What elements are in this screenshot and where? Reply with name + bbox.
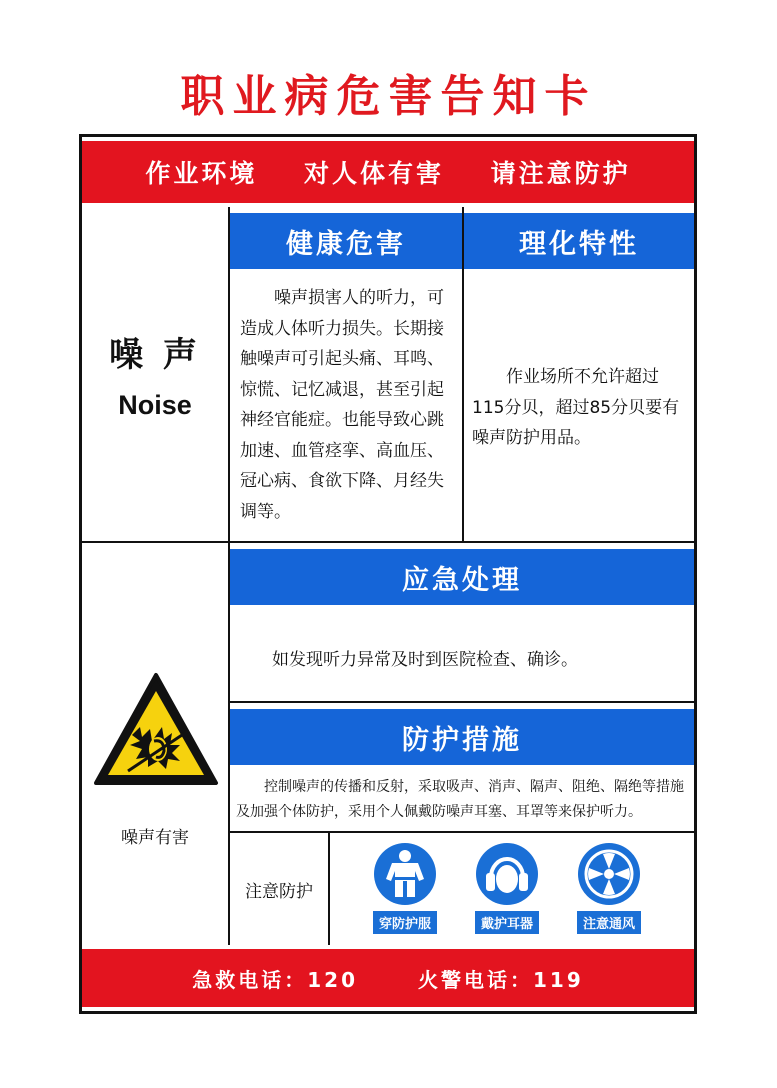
physchem-text: 作业场所不允许超过115分贝，超过85分贝要有噪声防护用品。	[472, 367, 680, 449]
attention-label: 注意防护	[245, 881, 313, 902]
emergency-header: 应急处理	[230, 543, 694, 611]
warning-triangle-icon	[92, 671, 220, 791]
hazard-notice-card	[79, 134, 697, 1014]
protection-header: 防护措施	[230, 703, 694, 771]
protective-suit-label: 穿防护服	[373, 911, 437, 934]
emergency-phone-footer	[82, 945, 694, 1011]
noise-warning-sign	[92, 671, 220, 791]
noise-harmful-label: 噪声有害	[121, 828, 189, 848]
health-hazard-text: 噪声损害人的听力，可造成人体听力损失。长期接触噪声可引起头痛、耳鸣、惊慌、记忆减退，甚至引起神经官能症。也能导致心跳加速、血管痉挛、高血压、冠心病、食欲下降、月经失调等。	[240, 288, 444, 522]
ventilation-fan-icon	[578, 843, 640, 905]
banner-phrase-environment: 作业环境	[145, 159, 258, 188]
warning-banner	[82, 137, 694, 207]
card-title: 职业病危害告知卡	[180, 71, 597, 122]
ear-muffs-icon	[476, 843, 538, 905]
ventilation-sign	[570, 843, 648, 934]
hazard-name-cell	[82, 207, 228, 541]
attention-divider	[328, 831, 330, 945]
physchem-cell	[472, 275, 684, 541]
banner-phrase-protect: 请注意防护	[490, 159, 631, 188]
hazard-name-cn: 噪 声	[109, 335, 201, 375]
ear-muffs-label: 戴护耳器	[475, 911, 539, 934]
health-hazard-header: 健康危害	[230, 207, 462, 275]
fire-phone: 火警电话：119	[418, 967, 584, 992]
ventilation-label: 注意通风	[577, 911, 641, 934]
emergency-text: 如发现听力异常及时到医院检查、确诊。	[272, 650, 578, 670]
ear-muffs-sign	[468, 843, 546, 934]
first-aid-phone: 急救电话：120	[192, 967, 358, 992]
physchem-header: 理化特性	[464, 207, 694, 275]
banner-phrase-harmful: 对人体有害	[303, 159, 444, 188]
protective-suit-sign	[366, 843, 444, 934]
protective-suit-icon	[374, 843, 436, 905]
hazard-name-en: Noise	[118, 390, 192, 420]
protection-text: 控制噪声的传播和反射，采取吸声、消声、隔声、阻绝、隔绝等措施及加强个体防护，采用个人佩戴防噪声耳塞、耳罩等来保护听力。	[236, 779, 684, 820]
